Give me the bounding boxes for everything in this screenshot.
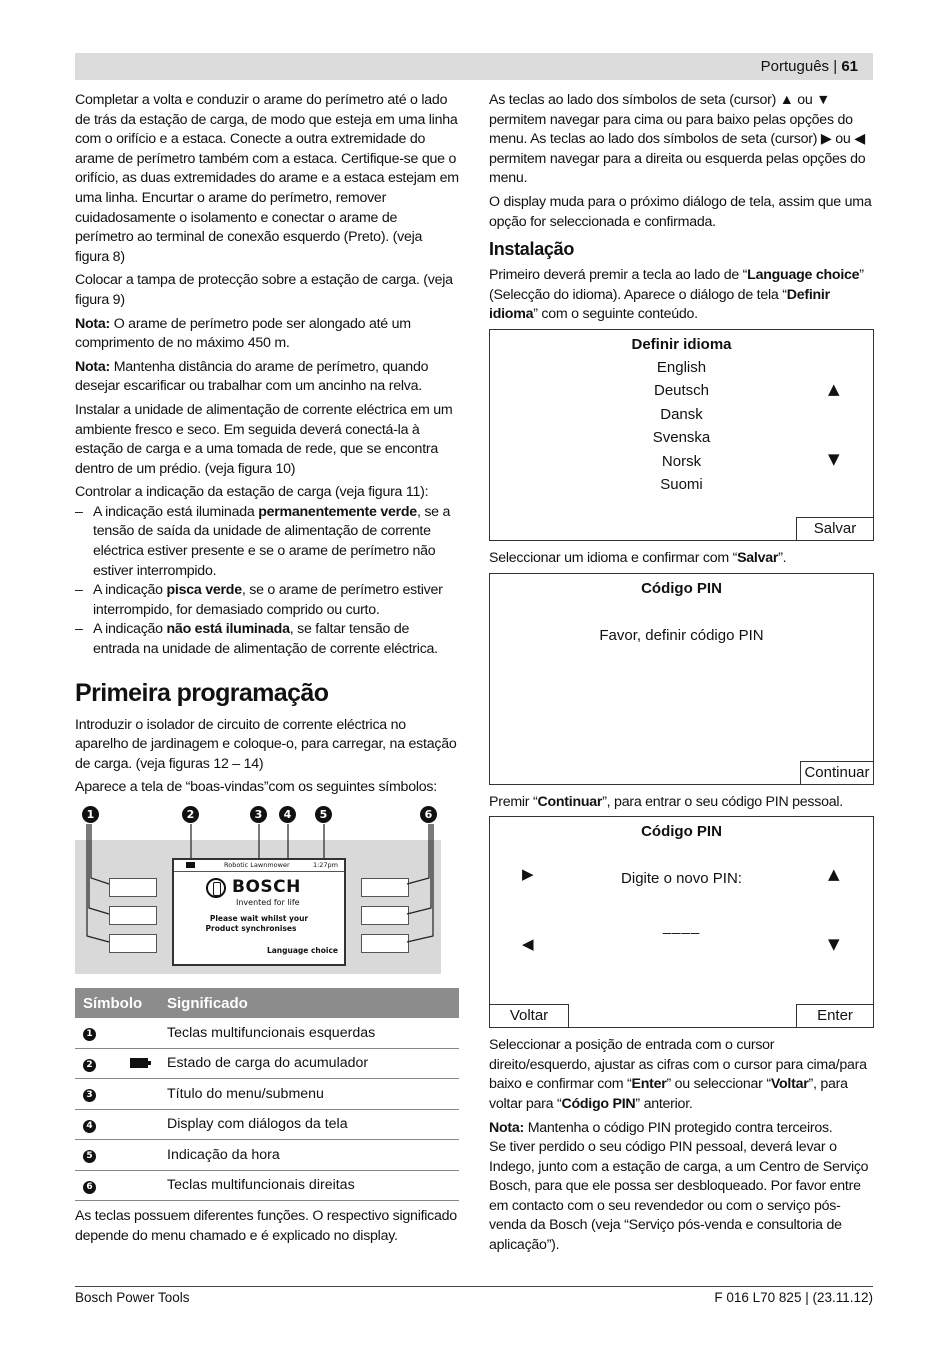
arrow-left-icon[interactable]: ◀ (522, 935, 534, 954)
note-text: Mantenha o código PIN protegido contra terceiros. (524, 1119, 833, 1136)
language-choice-label: Language choice (266, 946, 338, 955)
arrow-up-icon[interactable]: ▲ (828, 379, 840, 398)
footer-left: Bosch Power Tools (75, 1290, 190, 1305)
menu-title: Robotic Lawnmower (224, 861, 290, 869)
dialog-title: Código PIN (641, 823, 722, 841)
page-number: 61 (841, 58, 858, 75)
callout-5: 5 (315, 806, 332, 823)
callout-1: 1 (82, 806, 99, 823)
table-row: 2 Estado de carga do acumulador (75, 1048, 459, 1079)
language-option[interactable]: Dansk (660, 405, 703, 423)
language-option[interactable]: Suomi (660, 475, 703, 493)
dialog-set-language (489, 329, 874, 541)
right-column (489, 91, 874, 1260)
language-option[interactable]: Svenska (652, 429, 711, 447)
save-button[interactable]: Salvar (796, 517, 874, 541)
page-header (761, 57, 858, 77)
footer-right: F 016 L70 825 | (23.11.12) (714, 1290, 873, 1305)
back-button[interactable]: Voltar (489, 1004, 569, 1028)
screen-message: Please wait whilst your (209, 914, 309, 923)
enter-button[interactable]: Enter (796, 1004, 874, 1028)
pin-prompt: Digite o novo PIN: (621, 870, 742, 888)
callout-4: 4 (279, 806, 296, 823)
section-heading: Primeira programação (75, 678, 329, 707)
paragraph: Se tiver perdido o seu código PIN pessoal, deverá levar o Indego, junto com a estação de carga, a um Centro de Serviço Bosch, para que ele possa ser desbloqueado. Por favor entre em contacto com o seu revendedor ou com o serviço pós-venda da Bosch (veja “Serviço pós-venda e consultoria de aplicação”). (489, 1139, 869, 1254)
paragraph: O display muda para o próximo diálogo de tela, assim que uma opção for seleccionada e confirmada. (489, 193, 872, 230)
paragraph: Aparece a tela de “boas-vindas”com os seguintes símbolos: (75, 779, 437, 796)
section-heading: Instalação (489, 239, 575, 260)
note-text: O arame de perímetro pode ser alongado até um comprimento de no máximo 450 m. (75, 315, 411, 352)
callout-6: 6 (420, 806, 437, 823)
table-header: Símbolo (75, 988, 159, 1018)
list-item: – A indicação pisca verde, se o arame de perímetro estiver interrompido, for demasiado comprido ou curto. (75, 581, 459, 620)
table-row: 5 Indicação da hora (75, 1140, 459, 1171)
callout-2: 2 (182, 806, 199, 823)
paragraph: Seleccionar a posição de entrada com o cursor direito/esquerdo, ajustar as cifras com o cursor para cima/para baixo e confirmar com “Enter” ou seleccionar “Voltar”, para voltar para “Código PIN” anterior. (489, 1037, 867, 1112)
bosch-logo-icon (206, 878, 226, 898)
note-text: Mantenha distância do arame de perímetro, quando desejar escarificar ou trabalhar com um ancinho na relva. (75, 358, 429, 395)
table-header: Significado (159, 988, 459, 1018)
note (75, 358, 459, 397)
left-column (75, 91, 459, 1250)
dialog-title: Código PIN (641, 579, 722, 597)
paragraph: As teclas possuem diferentes funções. O respectivo significado depende do menu chamado e é explicado no display. (75, 1208, 457, 1244)
screen-message: Product synchronises (205, 924, 297, 933)
indicator-list (75, 503, 459, 660)
language-option[interactable]: English (656, 358, 707, 376)
list-item: – A indicação não está iluminada, se faltar tensão de entrada na unidade de alimentação de corrente eléctrica. (75, 620, 459, 659)
continue-button[interactable]: Continuar (800, 761, 874, 785)
paragraph: Introduzir o isolador de circuito de corrente eléctrica no aparelho de jardinagem e coloque-o, para carregar, na estação de carga. (veja figuras 12 – 14) (75, 716, 457, 772)
paragraph: Primeiro deverá premir a tecla ao lado de “Language choice” (Selecção do idioma). Aparece o diálogo de tela “Definir idioma” com o seguinte conteúdo. (489, 267, 864, 323)
note (75, 315, 459, 354)
language-option[interactable]: Deutsch (653, 382, 710, 400)
arrow-down-icon[interactable]: ▼ (828, 935, 840, 954)
arrow-down-icon[interactable]: ▼ (828, 449, 840, 468)
callout-3: 3 (250, 806, 267, 823)
paragraph: Instalar a unidade de alimentação de corrente eléctrica em um ambiente fresco e seco. Em seguida deverá conectá-la à estação de carga e a uma tomada de rede, que se encontra dentro de um prédio. (veja figura 10) (75, 401, 453, 477)
header-separator: | (833, 58, 838, 75)
note (489, 1119, 874, 1139)
note-label: Nota: (489, 1119, 525, 1136)
device-screen (172, 858, 346, 966)
table-row: 3 Título do menu/submenu (75, 1079, 459, 1110)
table-row: 4 Display com diálogos da tela (75, 1109, 459, 1140)
arrow-right-icon[interactable]: ▶ (522, 865, 534, 884)
paragraph: Seleccionar um idioma e confirmar com “Salvar”. (489, 549, 787, 566)
paragraph: Controlar a indicação da estação de carga (veja figura 11): (75, 484, 429, 501)
header-band (75, 53, 873, 80)
language-option[interactable]: Norsk (661, 452, 702, 470)
table-row: 1 Teclas multifuncionais esquerdas (75, 1018, 459, 1048)
note-label: Nota: (75, 358, 111, 375)
symbol-table (75, 988, 459, 1201)
paragraph: Completar a volta e conduzir o arame do perímetro até o lado de trás da estação de carga, de modo que esteja em uma linha com o orifício e a estaca. Conecte a outra extremidade do arame de perímetro também com a estaca. Certifique-se que o orifício, as duas extremidades do arame e a estaca estejam em uma linha. Encurtar o arame do perímetro, remover cuidadosamente o isolamento e conectar o arame de perímetro ao terminal de conexão esquerdo (Preto). (veja figura 8) (75, 92, 459, 265)
clock-time: 1:27pm (312, 861, 338, 869)
pin-entry[interactable]: ____ (662, 917, 701, 935)
footer-rule (75, 1286, 873, 1287)
battery-icon (130, 1058, 148, 1068)
brand-slogan: Invented for life (236, 898, 300, 907)
dialog-title: Definir idioma (631, 335, 732, 353)
dialog-message: Favor, definir código PIN (599, 626, 764, 644)
dialog-new-pin (489, 816, 874, 1028)
display-figure (75, 804, 459, 974)
paragraph: As teclas ao lado dos símbolos de seta (cursor) ▲ ou ▼ permitem navegar para cima ou para baixo pelas opções do menu. As teclas ao lado dos símbolos de seta (cursor) ▶ ou ◀ permitem navegar para a direita ou esquerda pelas opções do menu. (489, 92, 866, 187)
dialog-pin-code (489, 573, 874, 785)
arrow-up-icon[interactable]: ▲ (828, 865, 840, 884)
paragraph: Colocar a tampa de protecção sobre a estação de carga. (veja figura 9) (75, 272, 453, 308)
battery-icon (186, 862, 195, 868)
list-item: – A indicação está iluminada permanentemente verde, se a tensão de saída da unidade de alimentação de corrente eléctrica estiver presente e se o arame de perímetro não estiver interrompido. (75, 503, 459, 581)
paragraph: Premir “Continuar”, para entrar o seu código PIN pessoal. (489, 793, 843, 810)
brand-name: BOSCH (232, 877, 301, 897)
header-language: Português (760, 58, 830, 75)
table-row: 6 Teclas multifuncionais direitas (75, 1170, 459, 1201)
note-label: Nota: (75, 315, 111, 332)
